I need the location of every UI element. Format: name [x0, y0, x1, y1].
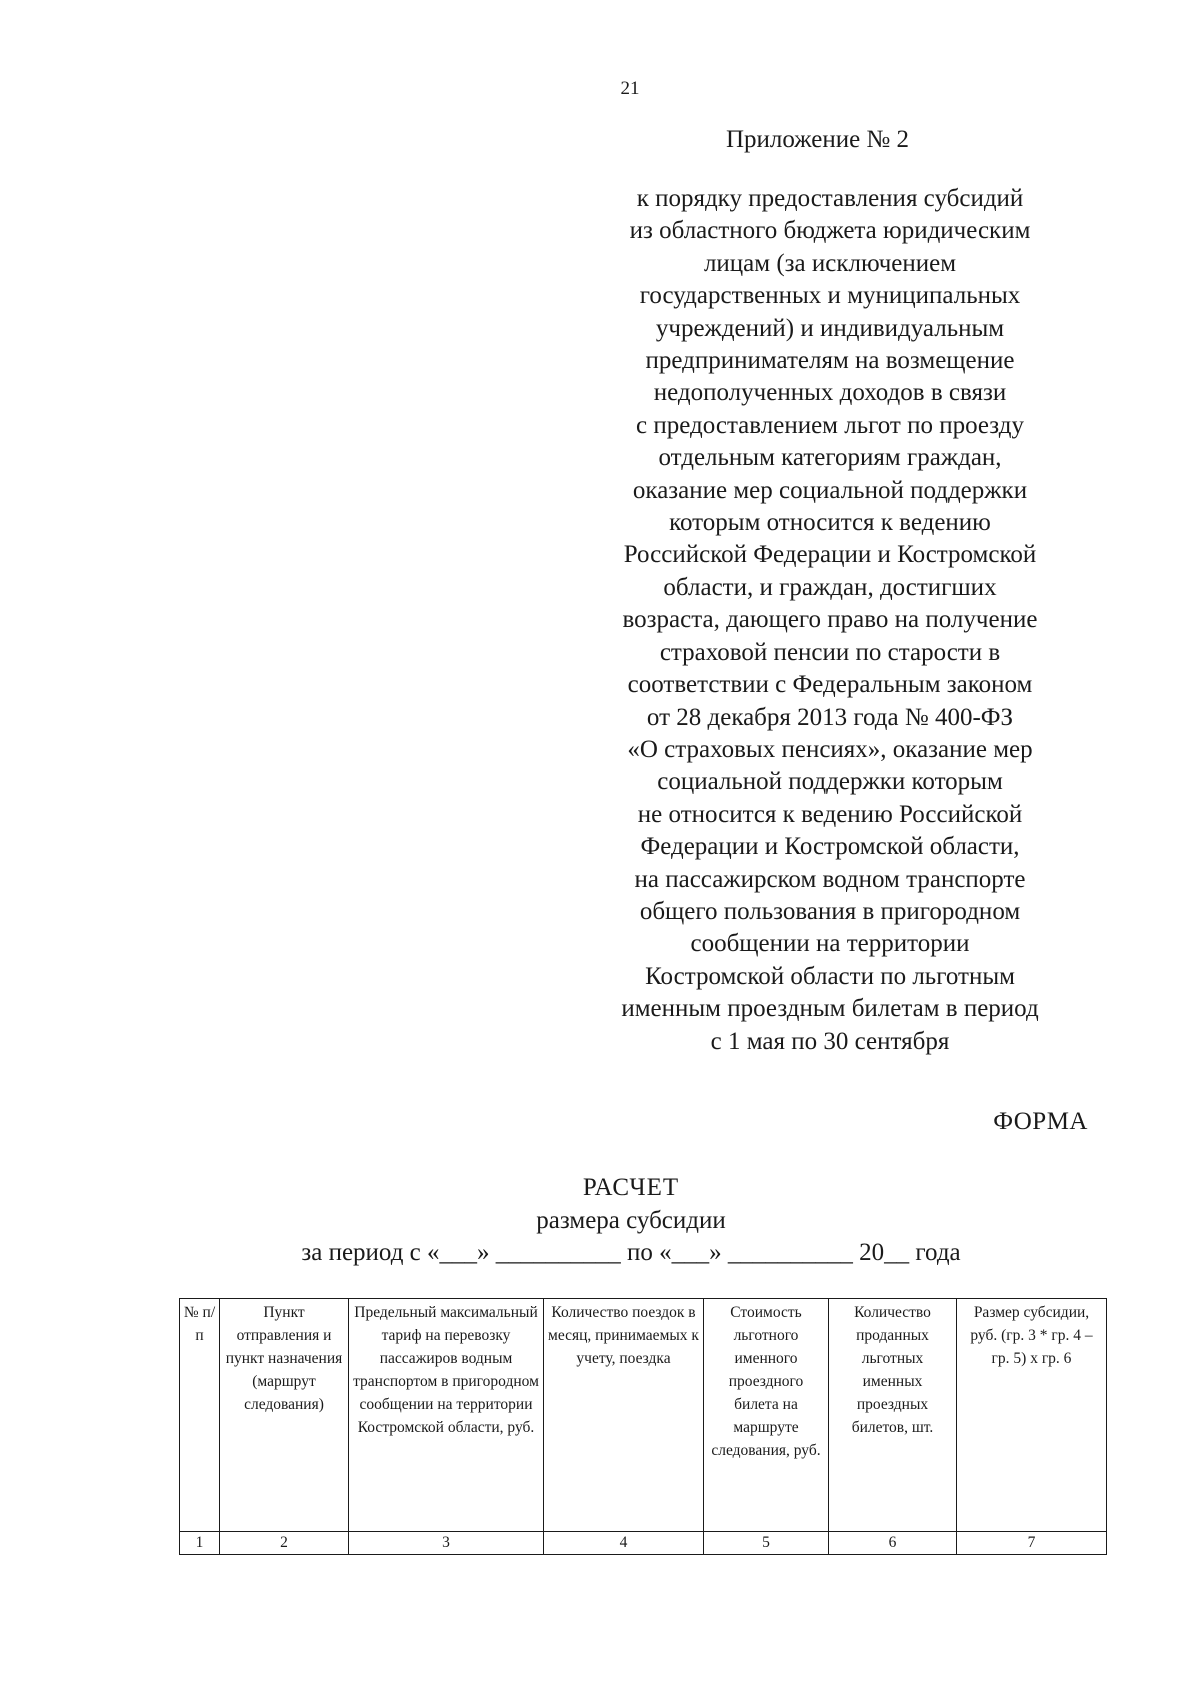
appendix-subtitle-line: области, и граждан, достигших: [663, 573, 997, 601]
column-number-cell: 3: [349, 1532, 544, 1555]
header-cell-tariff: Предельный максимальный тариф на перевозку пассажиров водным транспортом в пригородном сообщении на территории Костромской области, руб.: [349, 1299, 544, 1532]
table-header-row: [180, 1299, 1107, 1532]
appendix-subtitle-line: предпринимателям на возмещение: [645, 347, 1015, 375]
header-cell-ticket-cost: Стоимость льготного именного проездного билета на маршруте следования, руб.: [704, 1299, 829, 1532]
appendix-subtitle-line: которым относится к ведению: [669, 509, 991, 537]
appendix-subtitle-line: оказание мер социальной поддержки: [632, 476, 1028, 504]
header-cell-number: № п/п: [180, 1299, 220, 1532]
appendix-subtitle-line: Российской Федерации и Костромской: [623, 541, 1037, 569]
appendix-subtitle-line: с предоставлением льгот по проезду: [636, 411, 1024, 439]
appendix-subtitle-line: государственных и муниципальных: [639, 282, 1021, 310]
appendix-subtitle-line: к порядку предоставления субсидий: [636, 185, 1024, 212]
header-cell-route: Пункт отправления и пункт назначения (маршрут следования): [220, 1299, 349, 1532]
table-column-number-row: [180, 1532, 1107, 1555]
appendix-subtitle-line: учреждений) и индивидуальным: [655, 314, 1005, 342]
column-number-cell: 6: [829, 1532, 957, 1555]
header-cell-subsidy: Размер субсидии, руб. (гр. 3 * гр. 4 – гр. 5) x гр. 6: [957, 1299, 1107, 1532]
appendix-subtitle-line: с 1 мая по 30 сентября: [710, 1027, 950, 1055]
appendix-subtitle-line: именным проездным билетам в период: [621, 995, 1039, 1023]
appendix-subtitle-line: возраста, дающего право на получение: [622, 606, 1038, 634]
appendix-subtitle-line: Федерации и Костромской области,: [640, 833, 1020, 861]
appendix-subtitle-line: лицам (за исключением: [703, 249, 957, 277]
appendix-subtitle-line: страховой пенсии по старости в: [659, 638, 1001, 666]
header-cell-tickets-sold: Количество проданных льготных именных проездных билетов, шт.: [829, 1299, 957, 1532]
appendix-subtitle-line: на пассажирском водном транспорте: [634, 865, 1026, 893]
column-number-cell: 2: [220, 1532, 349, 1555]
calculation-subtitle: размера субсидии: [536, 1207, 726, 1234]
appendix-subtitle-line: сообщении на территории: [690, 930, 970, 958]
appendix-subtitle-line: социальной поддержки которым: [657, 768, 1003, 796]
appendix-subtitle-line: общего пользования в пригородном: [639, 897, 1021, 925]
page-number: 21: [620, 78, 640, 99]
appendix-subtitle-line: из областного бюджета юридическим: [629, 217, 1031, 245]
appendix-subtitle-line: отдельным категориям граждан,: [658, 444, 1002, 472]
form-label: ФОРМА: [993, 1108, 1088, 1135]
appendix-subtitle: [580, 183, 1080, 1058]
appendix-subtitle-line: соответствии с Федеральным законом: [627, 671, 1033, 699]
header-cell-trips: Количество поездок в месяц, принимаемых к учету, поездка: [544, 1299, 704, 1532]
column-number-cell: 4: [544, 1532, 704, 1555]
column-number-cell: 7: [957, 1532, 1107, 1555]
calculation-title: РАСЧЕТ: [582, 1174, 680, 1201]
appendix-subtitle-line: «О страховых пенсиях», оказание мер: [627, 735, 1033, 763]
appendix-title: Приложение № 2: [726, 126, 910, 153]
appendix-subtitle-line: не относится к ведению Российской: [637, 800, 1023, 828]
subsidy-calculation-table: [179, 1298, 1107, 1555]
appendix-subtitle-line: Костромской области по льготным: [645, 962, 1015, 990]
calculation-period: за период с «___» __________ по «___» __________ 20__ года: [301, 1239, 961, 1266]
appendix-subtitle-line: от 28 декабря 2013 года № 400-ФЗ: [646, 703, 1014, 731]
column-number-cell: 5: [704, 1532, 829, 1555]
column-number-cell: 1: [180, 1532, 220, 1555]
appendix-subtitle-line: недополученных доходов в связи: [653, 379, 1007, 407]
